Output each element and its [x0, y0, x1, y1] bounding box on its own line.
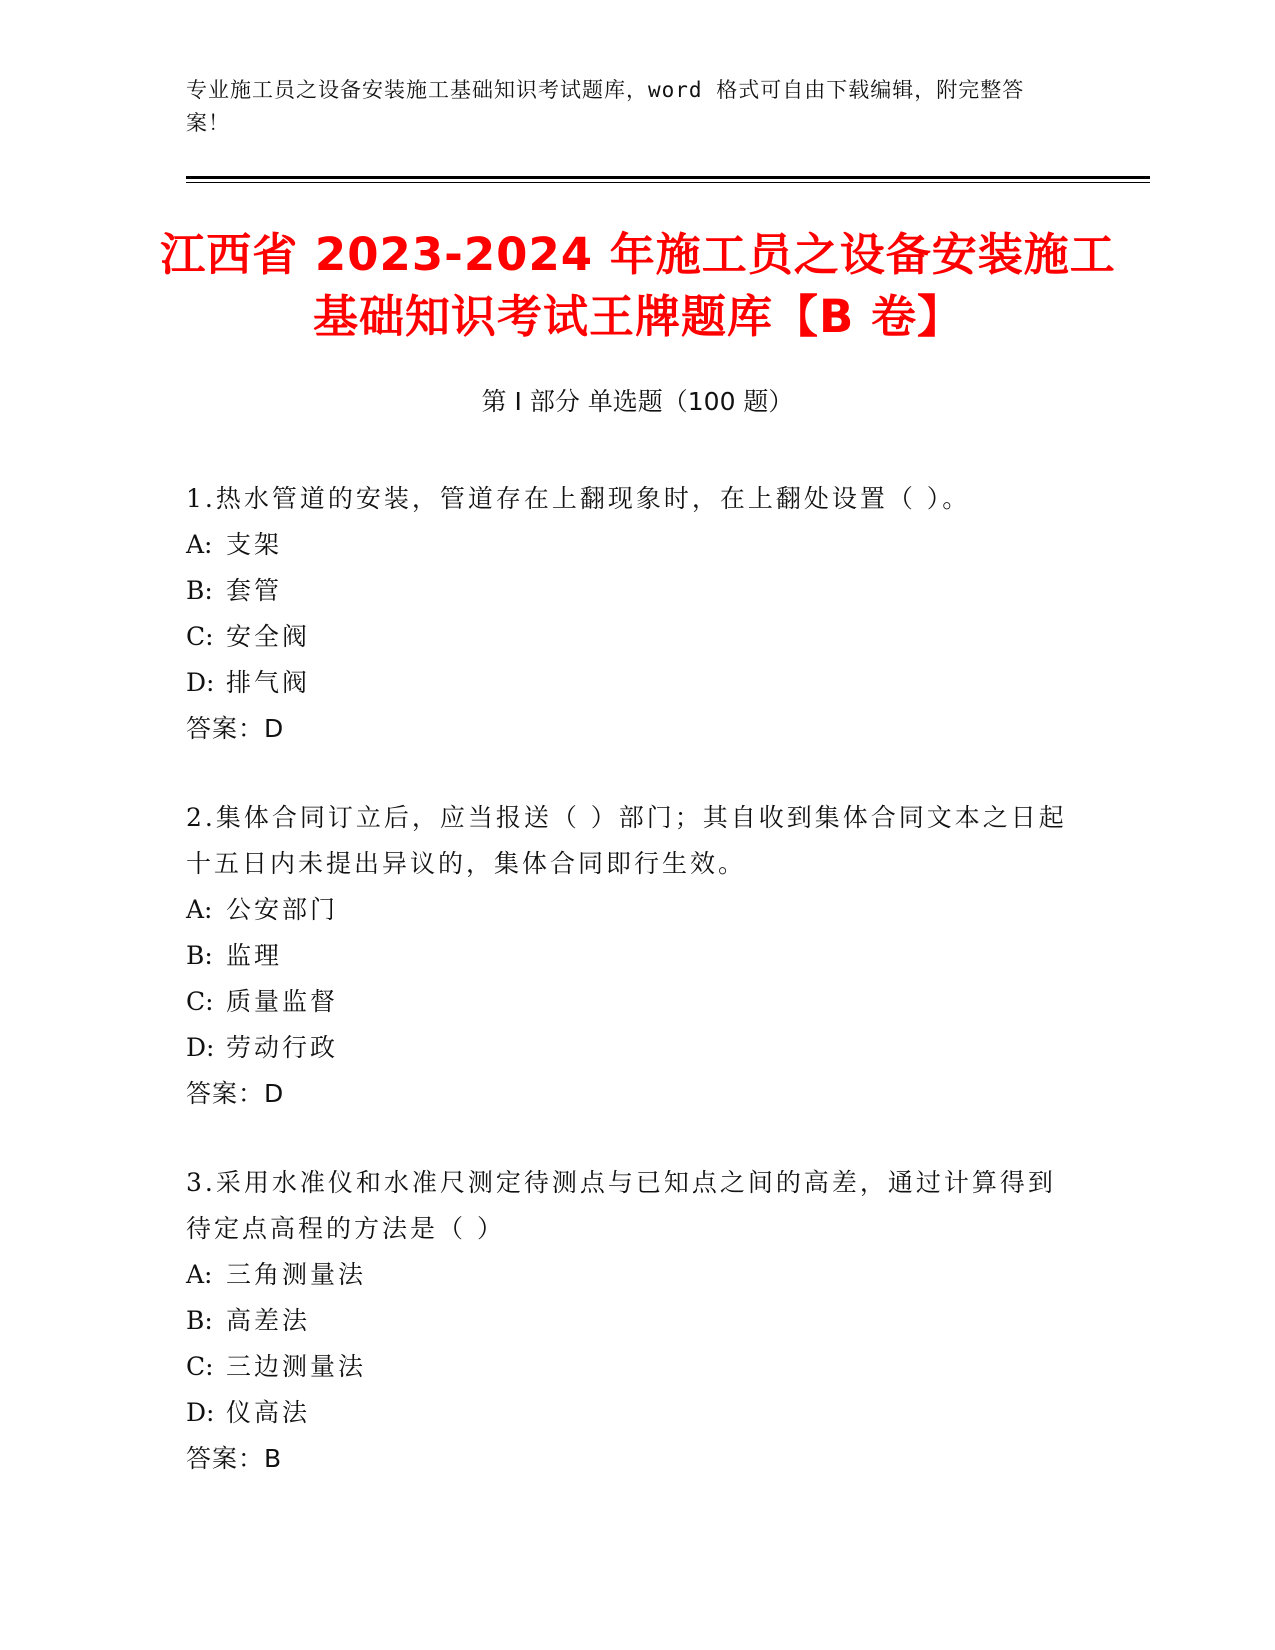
option-text: 公安部门: [226, 895, 339, 924]
question-1: [186, 476, 1076, 752]
question-stem: 3.采用水准仪和水准尺测定待测点与已知点之间的高差，通过计算得到待定点高程的方法是（ ）: [186, 1168, 1056, 1243]
option-letter: D:: [186, 1033, 215, 1062]
option-letter: B:: [186, 576, 213, 605]
option-letter: B:: [186, 941, 213, 970]
option-letter: A:: [186, 530, 213, 559]
option-c: [186, 614, 1076, 660]
option-a: [186, 887, 1076, 933]
option-text: 质量监督: [226, 987, 339, 1016]
option-d: [186, 1025, 1076, 1071]
header-divider: [186, 176, 1150, 179]
option-text: 三角测量法: [226, 1260, 367, 1289]
option-text: 监理: [226, 941, 283, 970]
option-text: 安全阀: [226, 622, 311, 651]
answer-line: 答案：D: [186, 1079, 285, 1108]
option-letter: D:: [186, 668, 215, 697]
option-text: 高差法: [226, 1306, 311, 1335]
answer-line: 答案：B: [186, 1444, 283, 1473]
header-note: 专业施工员之设备安装施工基础知识考试题库，word 格式可自由下载编辑，附完整答案！: [186, 78, 1025, 135]
option-a: [186, 522, 1076, 568]
question-2: [186, 795, 1076, 1117]
option-d: [186, 1390, 1076, 1436]
option-text: 劳动行政: [226, 1033, 339, 1062]
question-stem: 1.热水管道的安装，管道存在上翻现象时，在上翻处设置（ ）。: [186, 484, 971, 513]
question-stem: 2.集体合同订立后，应当报送（ ）部门；其自收到集体合同文本之日起十五日内未提出异议的，集体合同即行生效。: [186, 803, 1067, 878]
option-a: [186, 1252, 1076, 1298]
option-letter: C:: [186, 1352, 214, 1381]
answer-line: 答案：D: [186, 714, 285, 743]
title-line-2: 基础知识考试王牌题库【B 卷】: [313, 290, 963, 343]
title-line-1: 江西省 2023-2024 年施工员之设备安装施工: [160, 228, 1116, 281]
section-heading: 第 I 部分 单选题（100 题）: [481, 387, 794, 416]
header-divider-thin: [186, 182, 1150, 183]
option-text: 仪高法: [226, 1398, 311, 1427]
option-text: 支架: [226, 530, 283, 559]
option-c: [186, 979, 1076, 1025]
option-b: [186, 1298, 1076, 1344]
option-c: [186, 1344, 1076, 1390]
option-text: 套管: [226, 576, 283, 605]
option-letter: A:: [186, 895, 213, 924]
option-d: [186, 660, 1076, 706]
document-title: [160, 224, 1116, 348]
option-letter: C:: [186, 622, 214, 651]
option-b: [186, 568, 1076, 614]
option-text: 三边测量法: [226, 1352, 367, 1381]
option-letter: C:: [186, 987, 214, 1016]
option-letter: A:: [186, 1260, 213, 1289]
option-b: [186, 933, 1076, 979]
question-list: [186, 476, 1076, 1525]
option-text: 排气阀: [226, 668, 311, 697]
option-letter: B:: [186, 1306, 213, 1335]
question-3: [186, 1160, 1076, 1482]
option-letter: D:: [186, 1398, 215, 1427]
